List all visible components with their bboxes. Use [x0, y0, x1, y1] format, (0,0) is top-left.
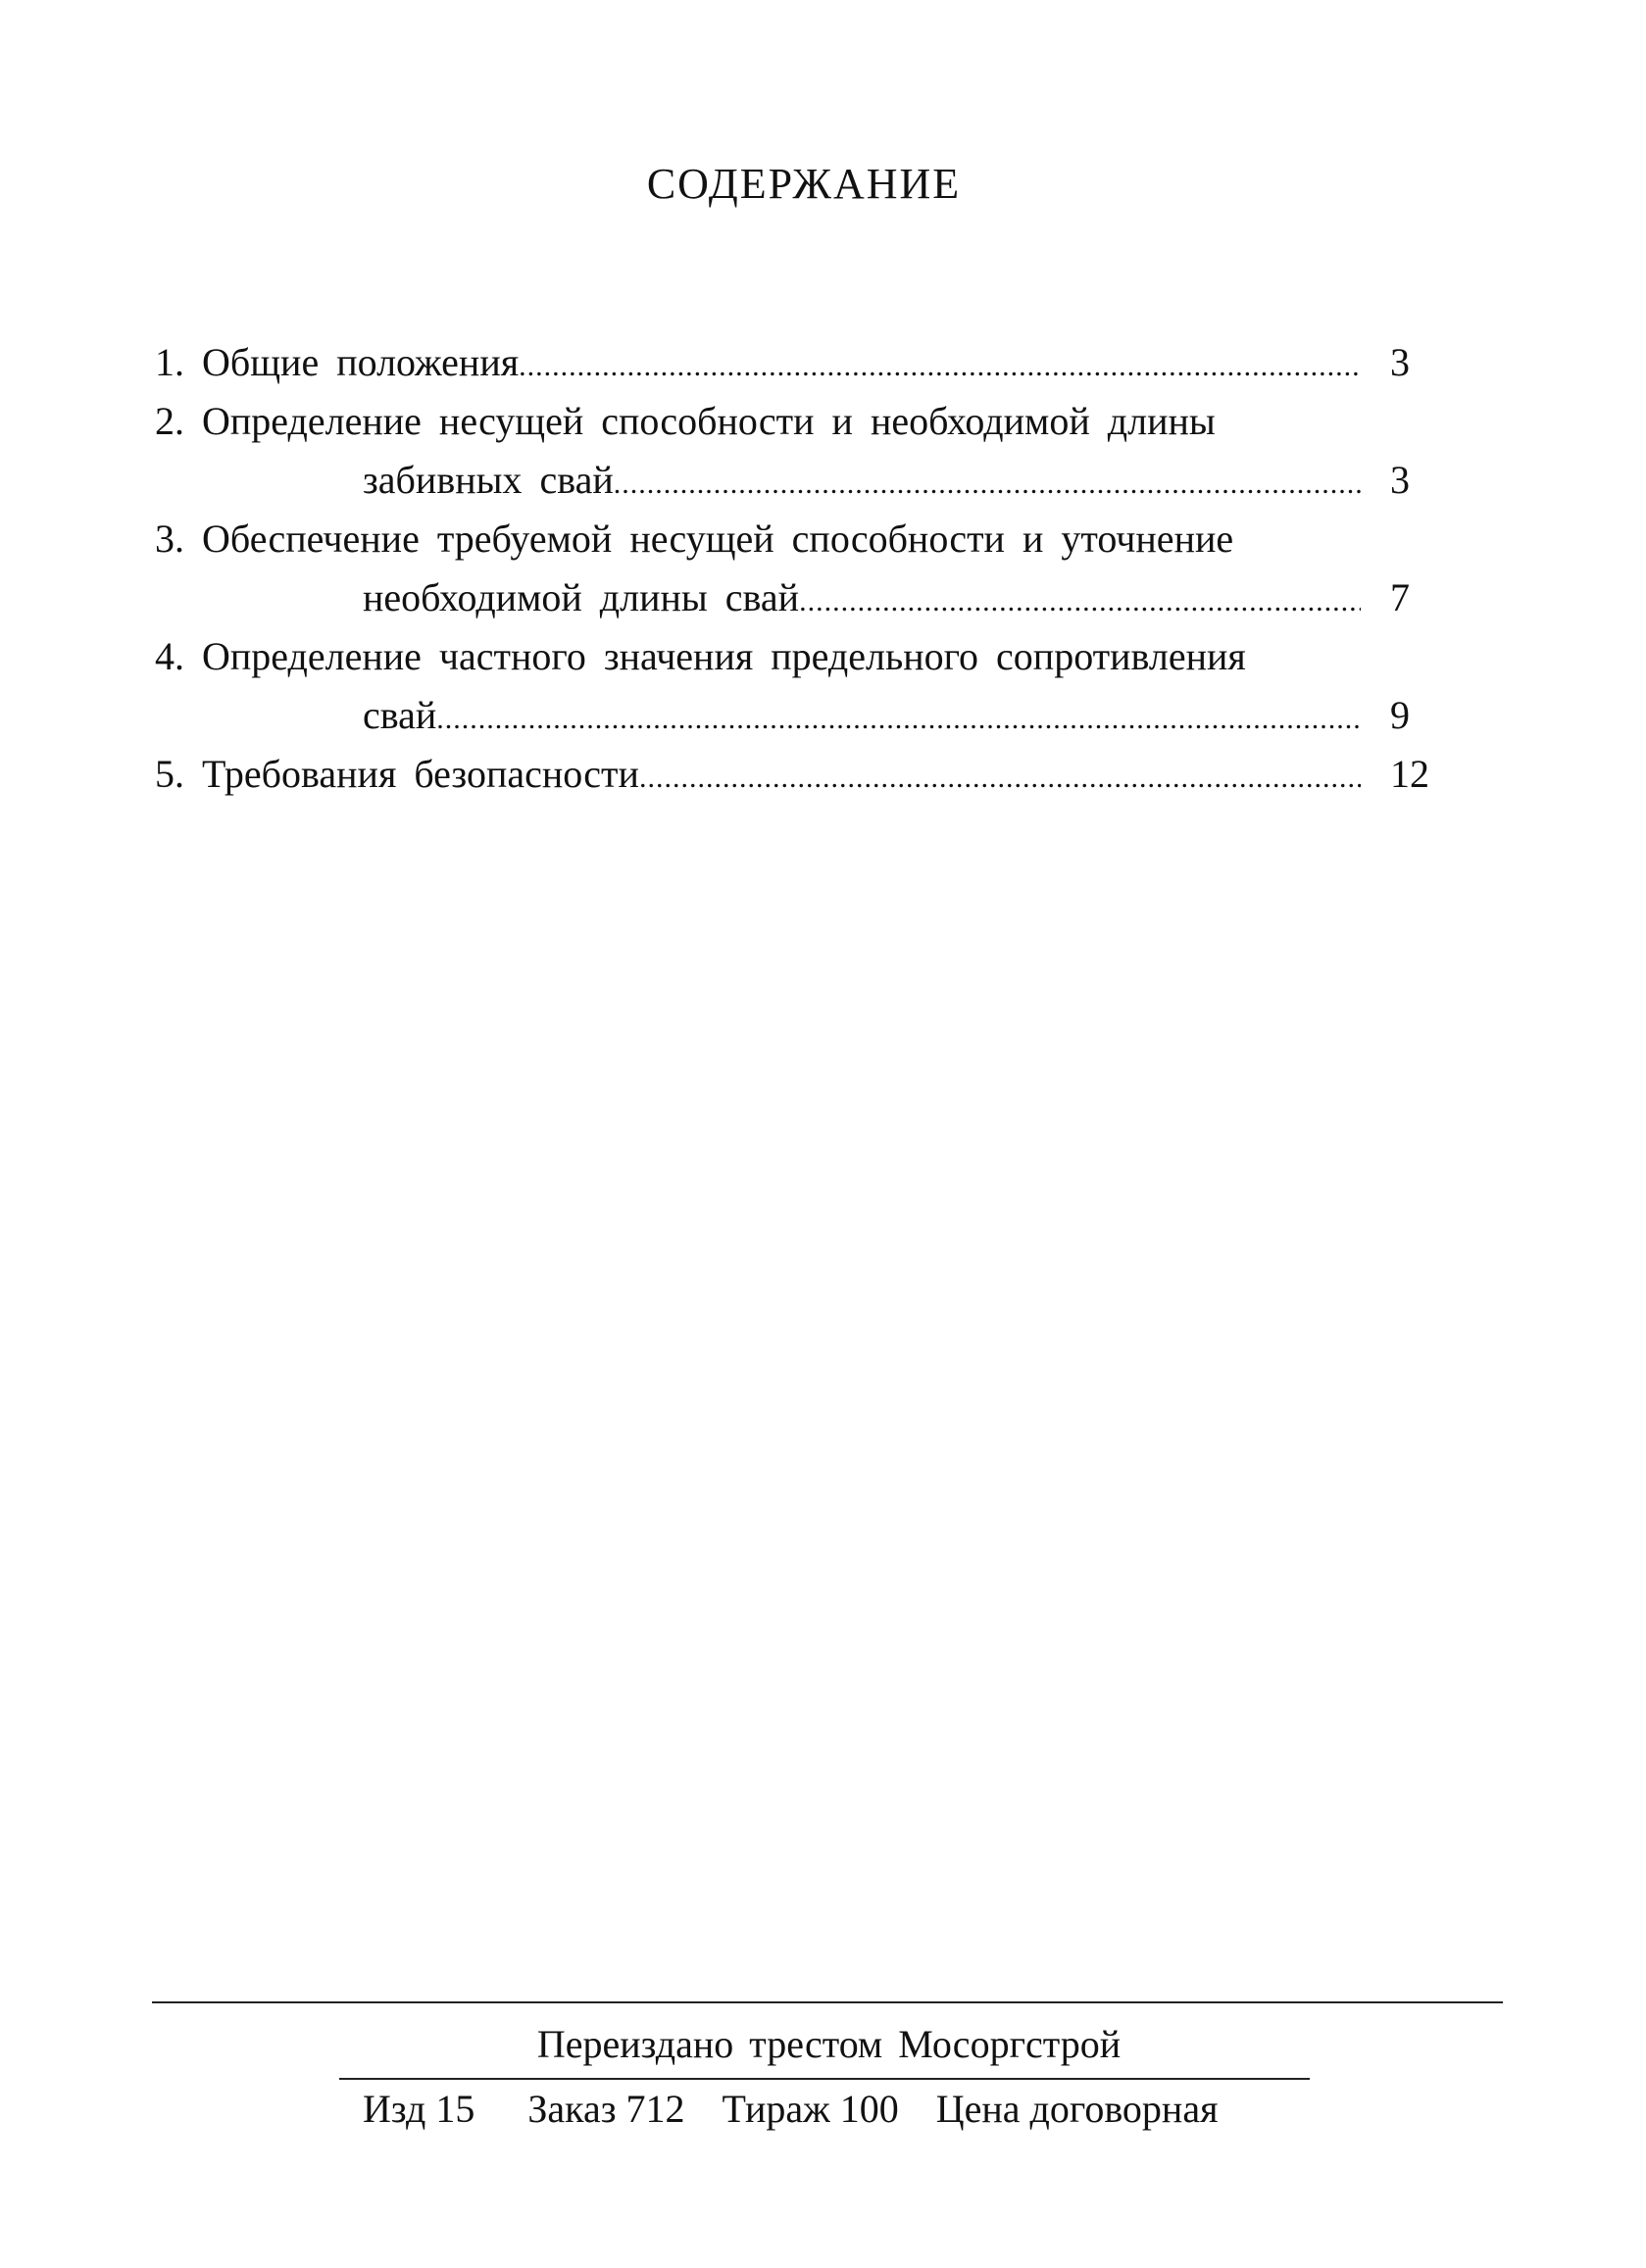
toc-page-number: 3 [1390, 458, 1410, 502]
toc-entry-3-continuation [155, 568, 1488, 627]
dot-leader [614, 455, 1361, 514]
order-number: Заказ 712 [527, 2087, 685, 2131]
toc-entry-5 [155, 745, 1488, 804]
toc-entry-1 [155, 333, 1488, 392]
toc-page-number: 12 [1390, 752, 1429, 796]
imprint-details [363, 2086, 1218, 2132]
imprint-publisher [0, 2021, 1646, 2067]
circulation: Тираж 100 [722, 2087, 899, 2131]
toc-entry-title-continued: свай [363, 693, 437, 737]
toc-entry-4-continuation [155, 686, 1488, 745]
toc-entry-title: 5. Требования безопасности [155, 752, 639, 796]
price: Цена договорная [935, 2087, 1219, 2131]
dot-leader [436, 690, 1361, 749]
toc-entry-title: 4. Определение частного значения предельного сопротивления [155, 634, 1246, 678]
toc-entry-title: 3. Обеспечение требуемой несущей способности и уточнение [155, 517, 1234, 561]
footer-divider [152, 2001, 1503, 2003]
toc-page-number: 7 [1390, 575, 1410, 619]
toc-page-number: 9 [1390, 693, 1410, 737]
edition-number: Изд 15 [363, 2087, 475, 2131]
dot-leader [639, 749, 1361, 808]
toc-entry-2-continuation [155, 451, 1488, 510]
table-of-contents [155, 333, 1488, 804]
dot-leader [519, 337, 1361, 396]
toc-entry-title: 1. Общие положения [155, 340, 520, 384]
toc-page-number: 3 [1390, 340, 1410, 384]
toc-entry-4 [155, 627, 1488, 686]
toc-entry-title-continued: необходимой длины свай [363, 575, 800, 619]
page-title: СОДЕРЖАНИЕ [646, 160, 962, 208]
toc-entry-3 [155, 510, 1488, 568]
toc-entry-2 [155, 392, 1488, 451]
toc-entry-title-continued: забивных свай [363, 458, 614, 502]
imprint-divider [339, 2078, 1310, 2080]
toc-entry-title: 2. Определение несущей способности и необходимой длины [155, 399, 1216, 443]
dot-leader [799, 572, 1361, 631]
publisher-text: Переиздано трестом Мосоргстрой [536, 2022, 1122, 2066]
